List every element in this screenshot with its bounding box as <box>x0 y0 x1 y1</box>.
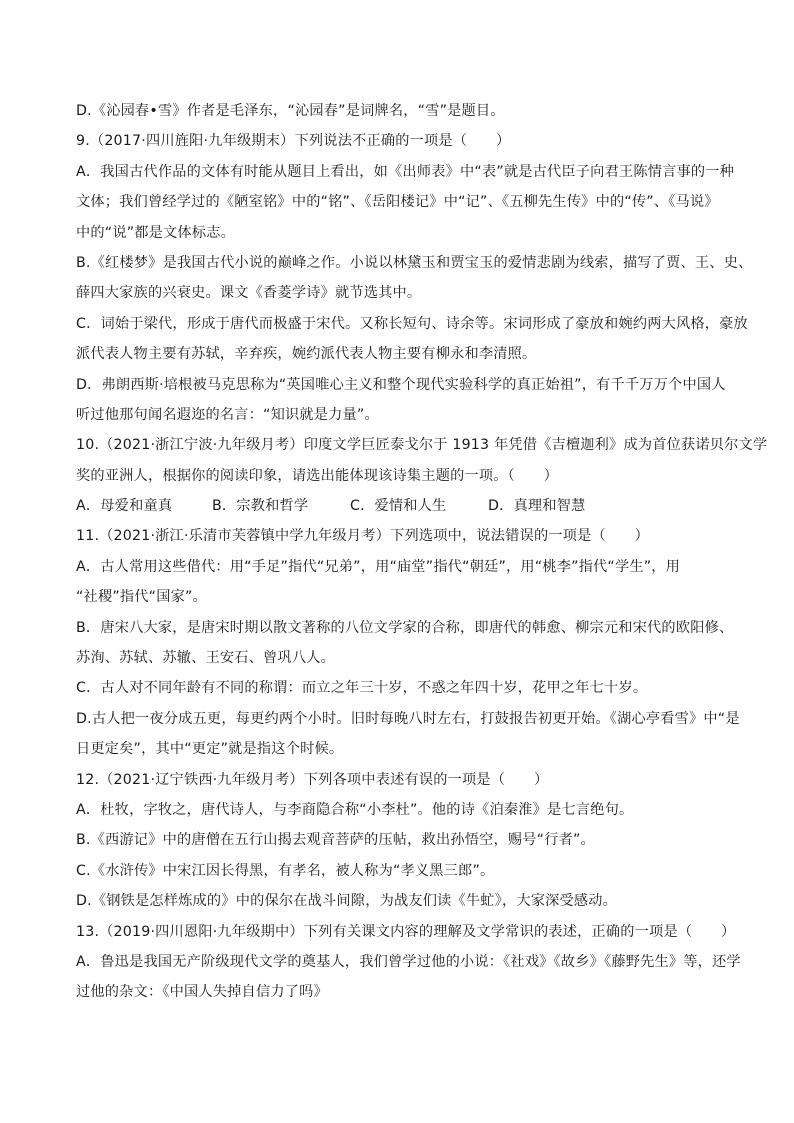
option-b: B．宗教和哲学 <box>212 498 309 515</box>
text-line: A．我国古代作品的文体有时能从题目上看出，如《出师表》中“表”就是古代臣子向君王陈情言事的一种 <box>76 163 735 180</box>
text-line: 奖的亚洲人，根据你的阅读印象，请选出能体现该诗集主题的一项。（ ） <box>76 467 559 484</box>
text-line: D.《钢铁是怎样炼成的》中的保尔在战斗间隙，为战友们读《牛虻》，大家深受感动。 <box>76 893 618 910</box>
option-a: A．母爱和童真 <box>76 498 173 515</box>
text-line: 过他的杂文：《中国人失掉自信力了吗》 <box>76 984 328 1001</box>
question-10-options <box>76 491 754 521</box>
option-d: D．真理和智慧 <box>488 498 586 515</box>
question-11-stem: 11.（2021·浙江·乐清市芙蓉镇中学九年级月考）下列选项中，说法错误的一项是（ ） <box>76 528 650 545</box>
text-line: B.《西游记》中的唐僧在五行山揭去观音菩萨的压帖，救出孙悟空，赐号“行者”。 <box>76 832 595 849</box>
text-line: D.《沁园春•雪》作者是毛泽东，“沁园春”是词牌名，“雪”是题目。 <box>76 103 505 119</box>
text-line: C.《水浒传》中宋江因长得黑，有孝名，被人称为“孝义黑三郎”。 <box>76 862 495 879</box>
text-line: D.古人把一夜分成五更，每更约两个小时。旧时每晚八时左右，打鼓报告初更开始。《湖心亭看雪》中“是 <box>76 710 740 727</box>
text-line: A．鲁迅是我国无产阶级现代文学的奠基人，我们曾学过他的小说：《社戏》《故乡》《藤野先生》等，还学 <box>76 953 741 970</box>
option-c: C．爱情和人生 <box>350 498 447 515</box>
question-10-stem: 10.（2021·浙江宁波·九年级月考）印度文学巨匠泰戈尔于 1913 年凭借《吉檀迦利》成为首位获诺贝尔文学 <box>76 437 768 454</box>
text-line: A．杜牧，字牧之，唐代诗人，与李商隐合称“小李杜”。他的诗《泊秦淮》是七言绝句。 <box>76 801 634 818</box>
question-12-stem: 12.（2021·辽宁铁西·九年级月考）下列各项中表述有误的一项是（ ） <box>76 771 549 788</box>
text-line: 听过他那句闻名遐迩的名言：“知识就是力量”。 <box>76 406 379 423</box>
text-line: B.《红楼梦》是我国古代小说的巅峰之作。小说以林黛玉和贾宝玉的爱情悲剧为线索，描写了贾、王、史、 <box>76 254 753 271</box>
text-line: B．唐宋八大家，是唐宋时期以散文著称的八位文学家的合称，即唐代的韩愈、柳宗元和宋代的欧阳修、 <box>76 619 734 636</box>
text-line: 派代表人物主要有苏轼，辛弃疾，婉约派代表人物主要有柳永和李清照。 <box>76 346 537 363</box>
question-13-stem: 13.（2019·四川恩阳·九年级期中）下列有关课文内容的理解及文学常识的表述，正确的一项是（ ） <box>76 923 736 940</box>
text-line: D．弗朗西斯·培根被马克思称为“英国唯心主义和整个现代实验科学的真正始祖”，有千千万万个中国人 <box>76 376 726 393</box>
text-line: 文体；我们曾经学过的《陋室铭》中的“铭”、《岳阳楼记》中“记”、《五柳先生传》中的“传”、《马说》 <box>76 194 719 211</box>
text-line: “社稷”指代“国家”。 <box>76 589 207 606</box>
question-9-stem: 9.（2017·四川旌阳·九年级期末）下列说法不正确的一项是（ ） <box>76 133 511 150</box>
text-line: 中的“说”都是文体标志。 <box>76 224 235 241</box>
text-line: 苏洵、苏轼、苏辙、王安石、曾巩八人。 <box>76 650 335 667</box>
text-line: C．古人对不同年龄有不同的称谓：而立之年三十岁，不惑之年四十岁，花甲之年七十岁。 <box>76 680 648 697</box>
text-line: A．古人常用这些借代：用“手足”指代“兄弟”，用“庙堂”指代“朝廷”，用“桃李”指代“学生”，用 <box>76 558 681 575</box>
text-line: 薛四大家族的兴衰史。课文《香菱学诗》就节选其中。 <box>76 285 422 302</box>
text-line: 日更定矣”，其中“更定”就是指这个时候。 <box>76 741 344 758</box>
text-line: C．词始于梁代，形成于唐代而极盛于宋代。又称长短句、诗余等。宋词形成了豪放和婉约两大风格，豪放 <box>76 315 748 332</box>
